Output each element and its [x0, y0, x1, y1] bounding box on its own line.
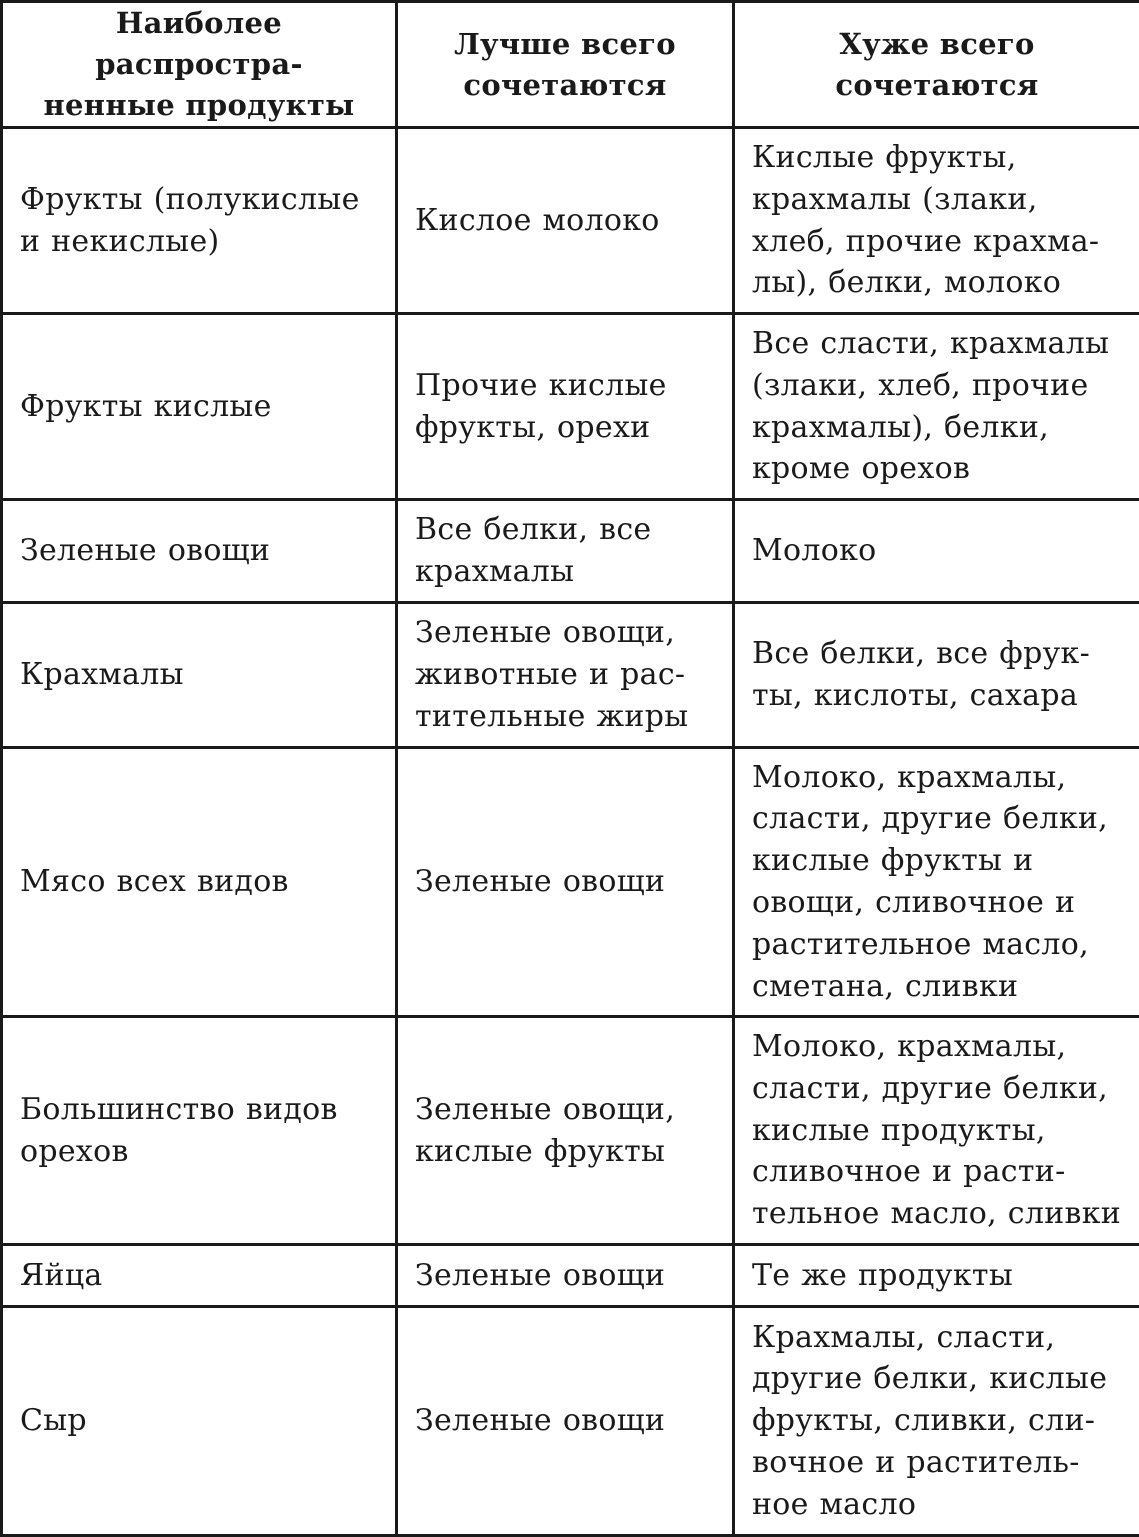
header-worst-combination	[734, 2, 1139, 128]
worst-text: Те же продукты	[752, 1255, 1131, 1297]
header-products-label: Наиболее распростра- ненные продукты	[9, 3, 389, 126]
table-row	[2, 500, 1139, 603]
best-text: Зеленые овощи	[415, 1255, 724, 1297]
best-cell	[397, 1245, 734, 1307]
product-cell	[2, 128, 397, 314]
table-row	[2, 314, 1139, 500]
worst-text: Все белки, все фрук- ты, кислоты, сахара	[752, 633, 1131, 717]
product-text: Мясо всех видов	[20, 861, 387, 903]
worst-cell	[734, 1307, 1139, 1536]
best-text: Зеленые овощи	[415, 861, 724, 903]
product-text: Фрукты (полукислые и некислые)	[20, 179, 387, 263]
worst-text: Кислые фрукты, крахмалы (злаки, хлеб, прочие крахма- лы), белки, молоко	[752, 137, 1131, 304]
worst-text: Все сласти, крахмалы (злаки, хлеб, прочие крахмалы), белки, кроме орехов	[752, 323, 1131, 490]
best-text: Зеленые овощи	[415, 1400, 724, 1442]
best-cell	[397, 128, 734, 314]
worst-text: Молоко	[752, 530, 1131, 572]
product-cell	[2, 314, 397, 500]
best-cell	[397, 603, 734, 748]
table-row	[2, 128, 1139, 314]
worst-cell	[734, 748, 1139, 1017]
product-text: Сыр	[20, 1400, 387, 1442]
worst-cell	[734, 1017, 1139, 1245]
table-row	[2, 1017, 1139, 1245]
worst-cell	[734, 128, 1139, 314]
best-text: Все белки, все крахмалы	[415, 509, 724, 593]
worst-cell	[734, 500, 1139, 603]
table-row	[2, 748, 1139, 1017]
product-cell	[2, 748, 397, 1017]
best-cell	[397, 314, 734, 500]
header-products	[2, 2, 397, 128]
worst-cell	[734, 1245, 1139, 1307]
best-text: Зеленые овощи, кислые фрукты	[415, 1089, 724, 1173]
best-text: Прочие кислые фрукты, орехи	[415, 365, 724, 449]
best-text: Зеленые овощи, животные и рас- тительные жиры	[415, 612, 724, 737]
header-row	[2, 2, 1139, 128]
header-worst-label: Хуже всего сочетаются	[741, 24, 1133, 106]
best-cell	[397, 1017, 734, 1245]
worst-cell	[734, 603, 1139, 748]
product-cell	[2, 603, 397, 748]
worst-text: Крахмалы, сласти, другие белки, кислые фрукты, сливки, сли- вочное и раститель- ное масло	[752, 1317, 1131, 1526]
best-cell	[397, 500, 734, 603]
product-text: Крахмалы	[20, 654, 387, 696]
worst-cell	[734, 314, 1139, 500]
table-header	[2, 2, 1139, 128]
product-text: Зеленые овощи	[20, 530, 387, 572]
product-cell	[2, 1245, 397, 1307]
best-cell	[397, 748, 734, 1017]
worst-text: Молоко, крахмалы, сласти, другие белки, кислые продукты, сливочное и расти- тельное масло, сливки	[752, 1026, 1131, 1235]
best-text: Кислое молоко	[415, 200, 724, 242]
product-text: Фрукты кислые	[20, 386, 387, 428]
product-text: Яйца	[20, 1255, 387, 1297]
header-best-combination	[397, 2, 734, 128]
worst-text: Молоко, крахмалы, сласти, другие белки, кислые фрукты и овощи, сливочное и растительное масло, сметана, сливки	[752, 757, 1131, 1008]
best-cell	[397, 1307, 734, 1536]
table-body	[2, 128, 1139, 1536]
product-cell	[2, 500, 397, 603]
product-text: Большинство видов орехов	[20, 1089, 387, 1173]
table-row	[2, 1245, 1139, 1307]
table-row	[2, 1307, 1139, 1536]
product-cell	[2, 1307, 397, 1536]
product-cell	[2, 1017, 397, 1245]
table-row	[2, 603, 1139, 748]
header-best-label: Лучше всего сочетаются	[404, 24, 726, 106]
